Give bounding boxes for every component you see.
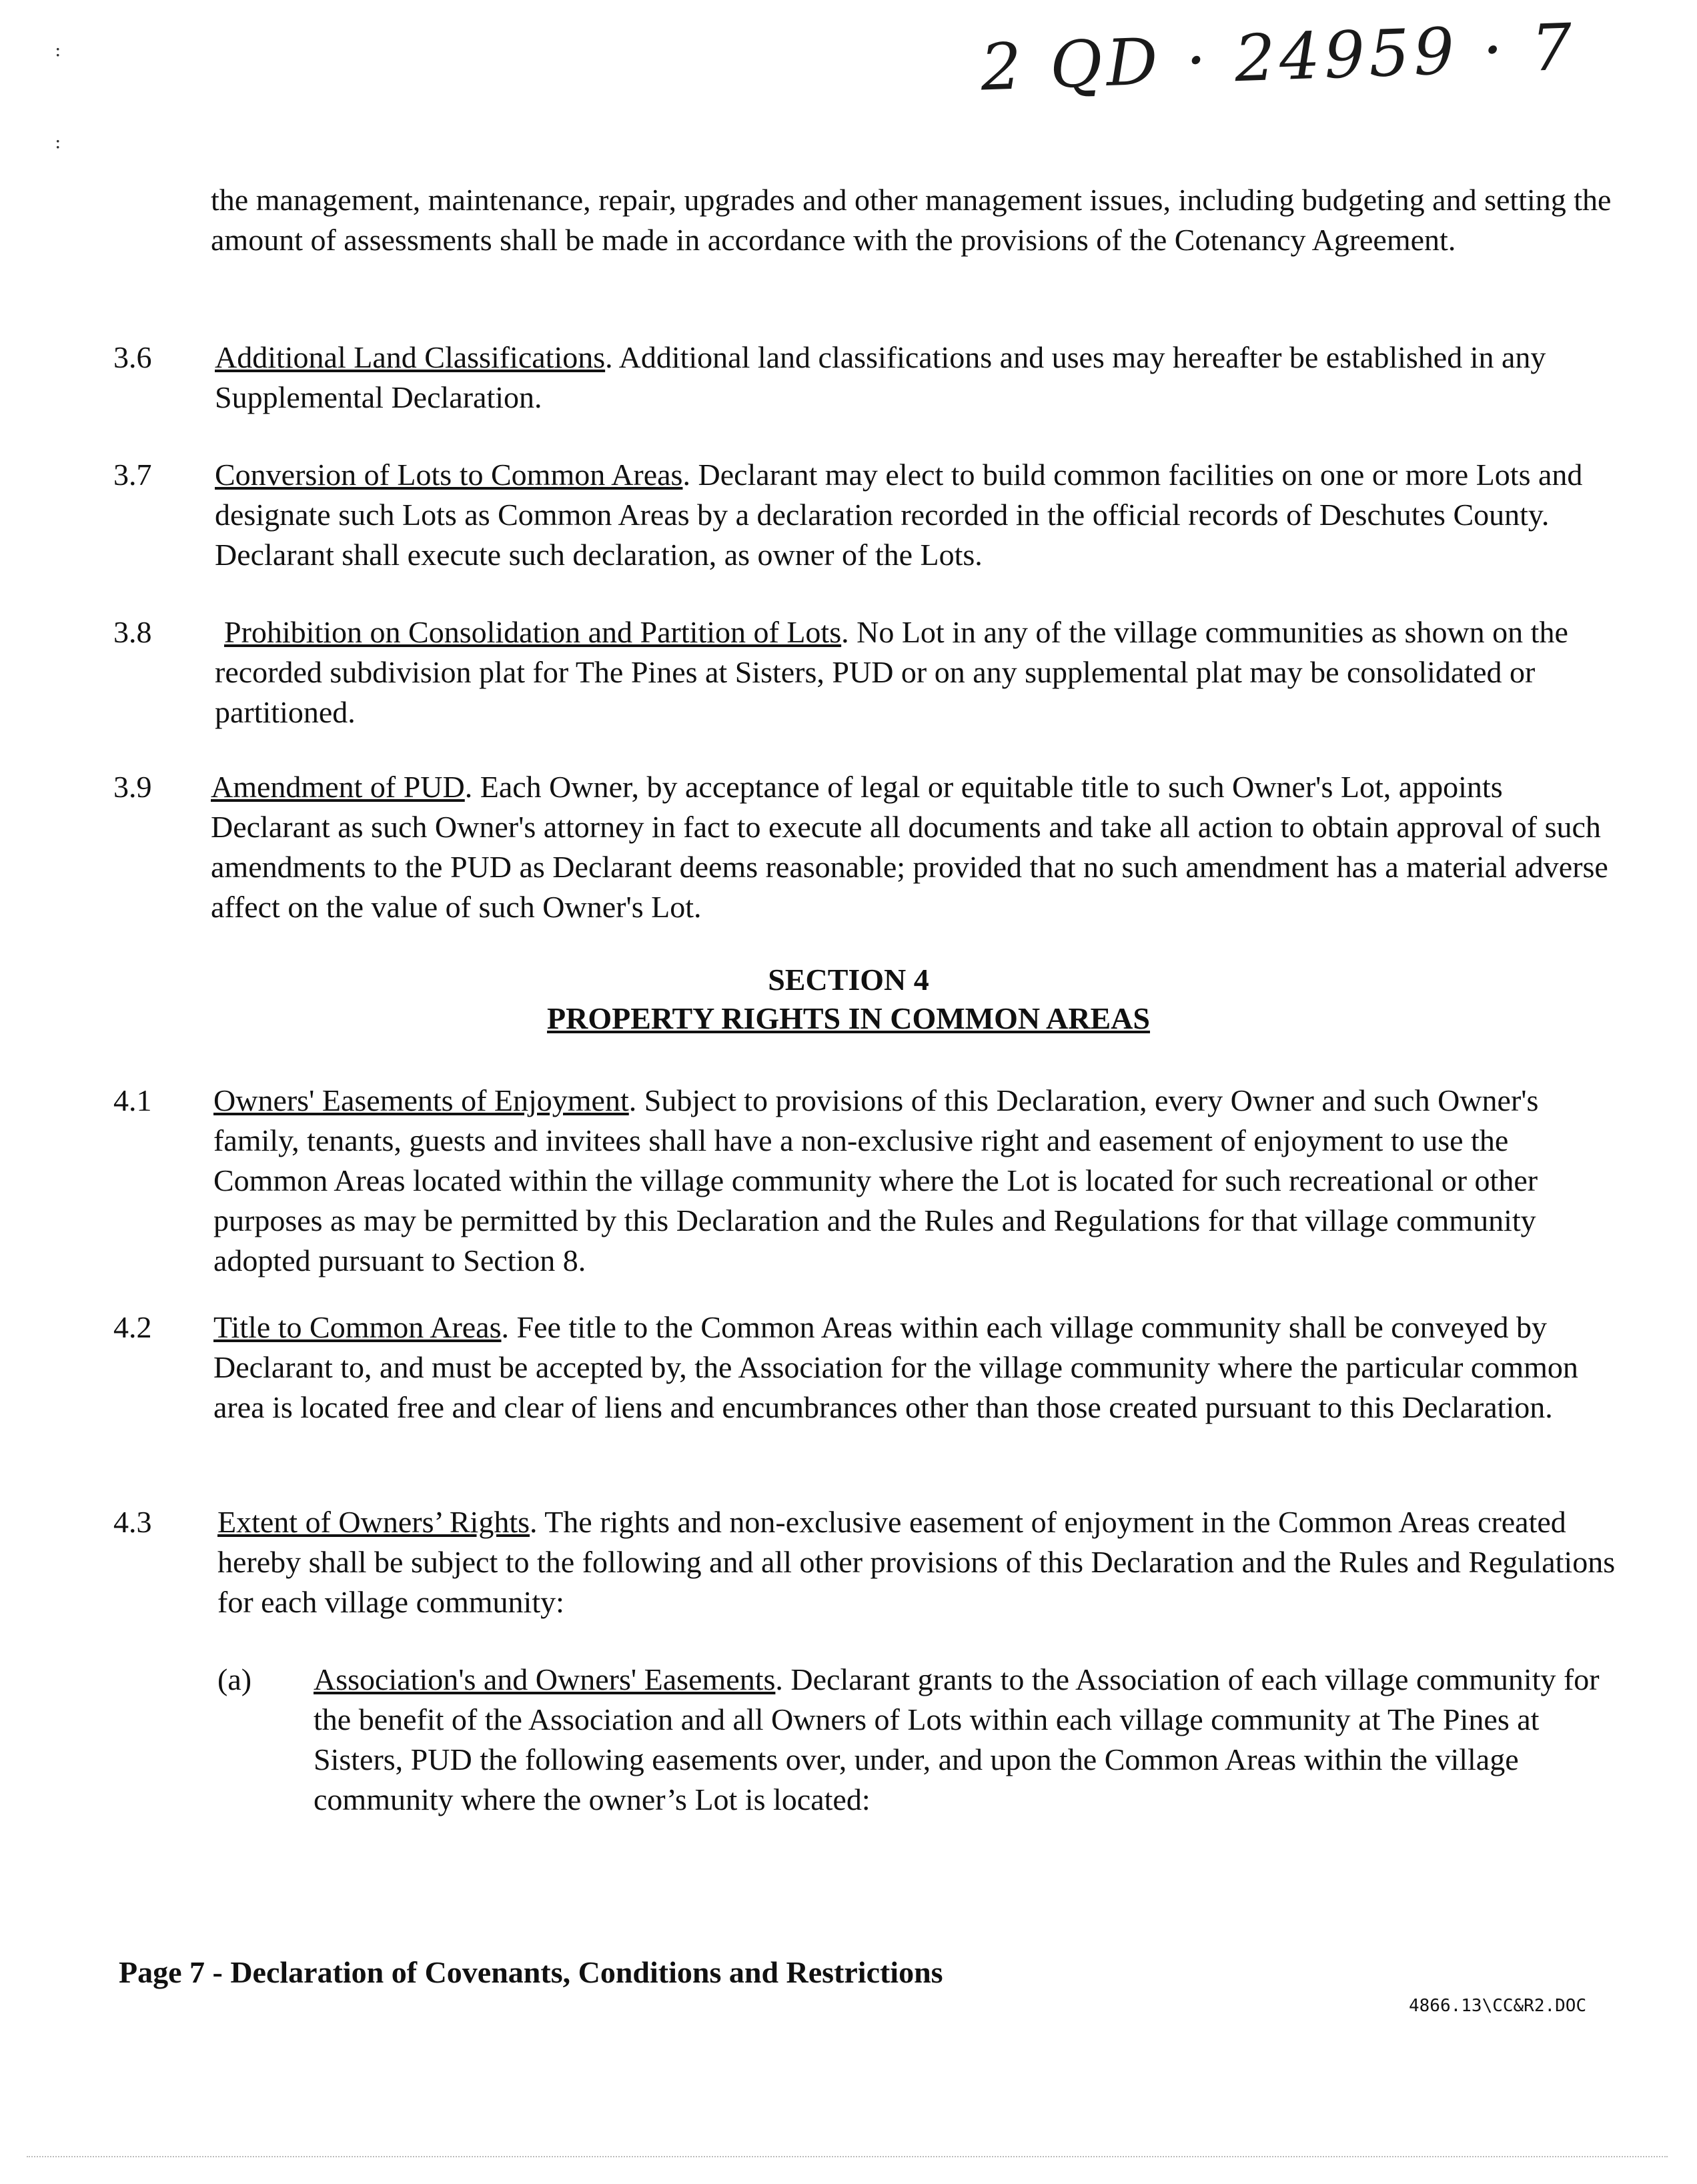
section-heading: Conversion of Lots to Common Areas	[215, 458, 683, 492]
section-3-6	[215, 338, 1622, 418]
scan-noise-line	[27, 2156, 1668, 2159]
subsection-heading: Association's and Owners' Easements	[314, 1662, 776, 1696]
section-body: . Additional land classifications and uses may hereafter be established in any Supplemental Declaration.	[215, 340, 1546, 414]
section-4-2	[213, 1307, 1621, 1428]
section-number: 4.3	[113, 1505, 152, 1539]
section-heading: Additional Land Classifications	[215, 340, 606, 374]
section-body: . Subject to provisions of this Declaration, every Owner and such Owner's family, tenants, guests and invitees shall have a non-exclusive right and easement of enjoyment to use the Common Areas located within the village community where the Lot is located for such recreational or other purposes as may be permitted by this Declaration and the Rules and Regulations for that village community adopted pursuant to Section 8.	[213, 1083, 1539, 1277]
section-number: 3.7	[113, 458, 152, 492]
subsection-number: (a)	[217, 1662, 252, 1696]
section-heading: Title to Common Areas	[213, 1310, 502, 1344]
handwritten-recording-number: 2 QD · 24959 · 7	[979, 9, 1578, 105]
section-heading: Amendment of PUD	[211, 770, 465, 804]
section-heading: Prohibition on Consolidation and Partition of Lots	[224, 615, 842, 649]
page-footer: Page 7 - Declaration of Covenants, Conditions and Restrictions	[119, 1955, 943, 1989]
section-4-3	[217, 1502, 1625, 1622]
section-heading: Extent of Owners’ Rights	[217, 1505, 530, 1539]
section-number: 3.9	[113, 770, 152, 804]
section-4-heading	[0, 961, 1697, 1038]
section-4-title: SECTION 4	[768, 963, 929, 997]
section-number: 4.2	[113, 1310, 152, 1344]
section-3-9	[211, 767, 1618, 927]
section-body: . No Lot in any of the village communities as shown on the recorded subdivision plat for The Pines at Sisters, PUD or on any supplemental plat may be consolidated or partitioned.	[215, 615, 1568, 729]
margin-mark: ։	[55, 40, 61, 61]
section-number: 4.1	[113, 1083, 152, 1117]
document-reference: 4866.13\CC&R2.DOC	[1409, 1996, 1587, 2016]
section-number: 3.6	[113, 340, 152, 374]
section-4-subtitle: PROPERTY RIGHTS IN COMMON AREAS	[547, 1001, 1150, 1035]
section-3-8	[215, 612, 1622, 732]
section-number: 3.8	[113, 615, 152, 649]
margin-mark: ։	[55, 132, 61, 153]
subsection-body: . Declarant grants to the Association of each village community for the benefit of the Association and all Owners of Lots within each village community at The Pines at Sisters, PUD the following easements over, under, and upon the Common Areas within the village community where the owner’s Lot is located:	[314, 1662, 1600, 1816]
section-body: . Declarant may elect to build common facilities on one or more Lots and designate such Lots as Common Areas by a declaration recorded in the official records of Deschutes County. Declarant shall execute such declaration, as owner of the Lots.	[215, 458, 1583, 572]
section-body: . Each Owner, by acceptance of legal or equitable title to such Owner's Lot, appoints Declarant as such Owner's attorney in fact to execute all documents and take all action to obtain approval of such amendments to the PUD as Declarant deems reasonable; provided that no such amendment has a material adverse affect on the value of such Owner's Lot.	[211, 770, 1608, 924]
section-body: . The rights and non-exclusive easement of enjoyment in the Common Areas created hereby shall be subject to the following and all other provisions of this Declaration and the Rules and Regulations for each village community:	[217, 1505, 1616, 1619]
section-4-1	[213, 1081, 1621, 1281]
intro-paragraph: the management, maintenance, repair, upgrades and other management issues, including budgeting and setting the amount of assessments shall be made in accordance with the provisions of the Cotenancy Agreement.	[211, 183, 1612, 257]
section-body: . Fee title to the Common Areas within each village community shall be conveyed by Declarant to, and must be accepted by, the Association for the village community where the particular common area is located free and clear of liens and encumbrances other than those created pursuant to this Declaration.	[213, 1310, 1578, 1424]
subsection-a	[314, 1660, 1621, 1820]
section-3-7	[215, 455, 1622, 575]
section-heading: Owners' Easements of Enjoyment	[213, 1083, 629, 1117]
